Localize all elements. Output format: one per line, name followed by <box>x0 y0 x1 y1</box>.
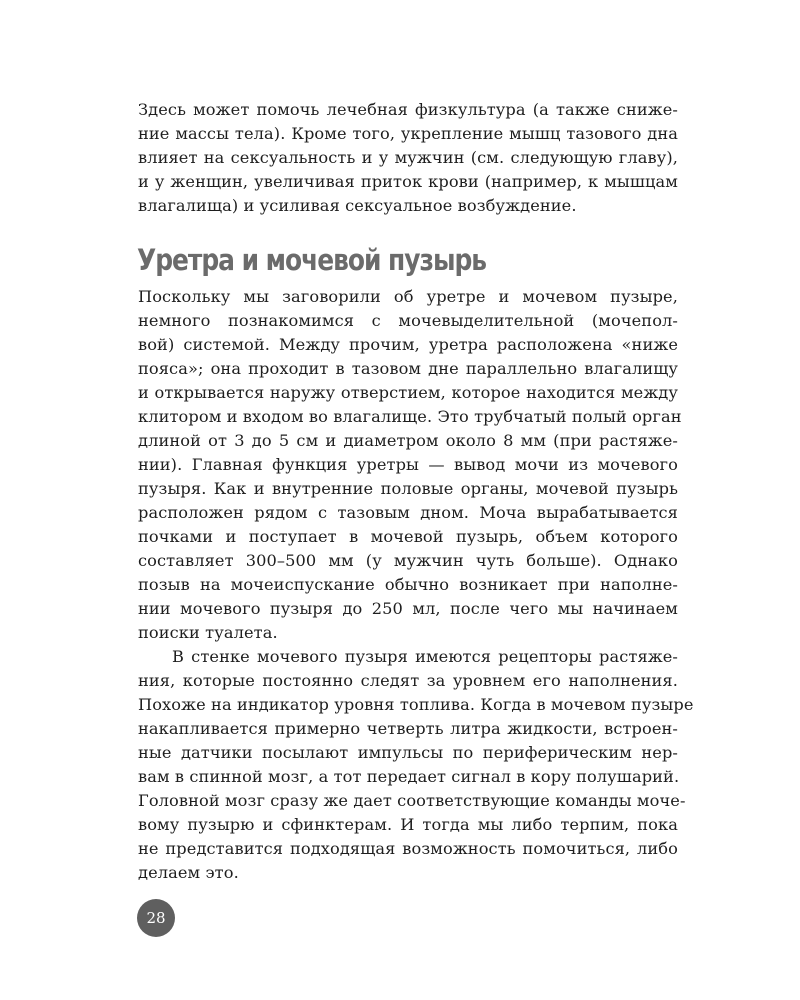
text-line: делаем это. <box>138 863 239 882</box>
text-line: немного познакомимся с мочевыделительной (мочепол- <box>138 311 678 330</box>
text-line: и открывается наружу отверстием, которое находится между <box>138 383 678 402</box>
page-number-label: 28 <box>146 909 166 927</box>
text-line: пузыря. Как и внутренние половые органы, мочевой пузырь <box>138 479 678 498</box>
text-line: и у женщин, увеличивая приток крови (например, к мышцам <box>138 172 678 191</box>
text-line: ние массы тела). Кроме того, укрепление мышц тазового дна <box>138 124 678 143</box>
text-line: почками и поступает в мочевой пузырь, объем которого <box>138 527 678 546</box>
text-line: ния, которые постоянно следят за уровнем его наполнения. <box>138 671 678 690</box>
text-line: позыв на мочеиспускание обычно возникает при наполне- <box>138 575 678 594</box>
text-line: накапливается примерно четверть литра жидкости, встроен- <box>138 719 678 738</box>
text-line: вой) системой. Между прочим, уретра расположена «ниже <box>138 335 678 354</box>
text-line: пояса»; она проходит в тазовом дне параллельно влагалищу <box>138 359 678 378</box>
text-line: вам в спинной мозг, а тот передает сигнал в кору полушарий. <box>138 767 680 786</box>
text-line: Похоже на индикатор уровня топлива. Когда в мочевом пузыре <box>138 695 694 714</box>
text-line: Здесь может помочь лечебная физкультура (а также сниже- <box>138 100 678 119</box>
text-line: клитором и входом во влагалище. Это трубчатый полый орган <box>138 407 682 426</box>
text-line: расположен рядом с тазовым дном. Моча вырабатывается <box>138 503 678 522</box>
text-line: составляет 300–500 мм (у мужчин чуть больше). Однако <box>138 551 678 570</box>
text-line: В стенке мочевого пузыря имеются рецепторы растяже- <box>172 647 678 666</box>
text-line: нии мочевого пузыря до 250 мл, после чего мы начинаем <box>138 599 678 618</box>
text-line: не представится подходящая возможность помочиться, либо <box>138 839 678 858</box>
text-line: Головной мозг сразу же дает соответствующие команды моче- <box>138 791 686 810</box>
text-line: вому пузырю и сфинктерам. И тогда мы либо терпим, пока <box>138 815 678 834</box>
page-number <box>137 899 175 937</box>
text-line: нии). Главная функция уретры — вывод мочи из мочевого <box>138 455 678 474</box>
section-heading: Уретра и мочевой пузырь <box>137 243 487 277</box>
text-line: влагалища) и усиливая сексуальное возбуждение. <box>138 196 577 215</box>
text-line: длиной от 3 до 5 см и диаметром около 8 мм (при растяже- <box>138 431 678 450</box>
text-line: Поскольку мы заговорили об уретре и мочевом пузыре, <box>138 287 678 306</box>
text-line: ные датчики посылают импульсы по периферическим нер- <box>138 743 678 762</box>
text-line: поиски туалета. <box>138 623 278 642</box>
text-line: влияет на сексуальность и у мужчин (см. следующую главу), <box>138 148 678 167</box>
